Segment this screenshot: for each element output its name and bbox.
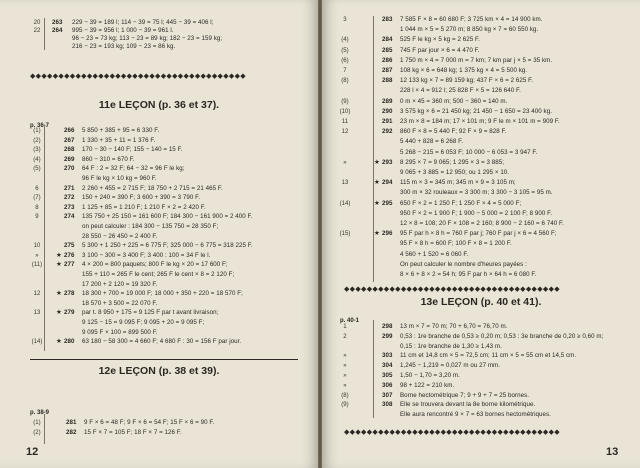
exercise-ref: (6) (341, 57, 349, 64)
problem-number: 271 (64, 184, 75, 192)
solution-text: 23 m × 8 = 184 m; 17 × 101 m; 9 F le m × 101 m = 909 F. (400, 118, 560, 125)
solution-line (0, 155, 318, 165)
page-number-left: 12 (26, 446, 39, 458)
solution-text: 300 m × 32 rouleaux = 3 300 m; 3 300 − 3 105 = 95 m. (400, 189, 553, 197)
lesson-11-page-ref: p. 36-7 (30, 123, 50, 129)
problem-number: 290 (382, 107, 393, 115)
problem-number: 281 (66, 419, 77, 426)
problem-number: 280 (64, 338, 75, 346)
problem-number: 303 (382, 352, 393, 360)
solution-text: 860 F × 8 = 5 440 F; 92 F × 9 = 828 F. (400, 128, 507, 136)
solution-line (0, 145, 318, 155)
solution-text: on peut calculer : 184 300 − 135 750 = 28 350 F; (82, 223, 219, 230)
solution-line (322, 178, 640, 188)
solution-text: 15 F × 7 = 105 F; 18 F × 7 = 126 F. (84, 429, 182, 436)
solution-text: 745 F par jour × 6 = 4 470 F. (400, 46, 480, 54)
problem-number: 294 (382, 179, 393, 187)
exercise-ref: (11) (31, 262, 43, 269)
solution-text: 995 − 39 = 956 l; 1 000 − 39 = 961 l. (72, 27, 174, 34)
solution-line (0, 193, 318, 203)
solution-line (322, 25, 640, 35)
exercise-ref: (8) (341, 78, 349, 85)
solution-line (0, 222, 318, 232)
solution-line (0, 280, 318, 290)
lesson-11-title: 11e LEÇON (p. 36 et 37). (98, 99, 220, 111)
solution-text: 170 − 30 − 140 F; 155 − 140 = 15 F. (82, 146, 183, 154)
problem-number: 264 (52, 27, 63, 34)
exercise-ref: » (343, 382, 347, 389)
solution-line (0, 328, 318, 338)
exercise-ref: 9 (35, 214, 39, 221)
problem-number: 285 (382, 46, 393, 54)
solution-line (0, 136, 318, 146)
solution-text: Borne hectométrique 7; 9 + 9 + 7 = 25 bornes. (400, 391, 530, 399)
exercise-ref: 12 (33, 291, 41, 298)
solution-line (0, 337, 318, 347)
solution-text: 3 100 − 300 = 3 400 F; 3 400 : 100 = 34 F le l. (82, 251, 211, 259)
exercise-ref: (2) (33, 430, 41, 436)
problem-number: 292 (382, 128, 393, 136)
solution-line (0, 174, 318, 184)
solution-line (322, 219, 640, 229)
diamond-separator: ◆◆◆◆◆◆◆◆◆◆◆◆◆◆◆◆◆◆◆◆◆◆◆◆◆◆◆◆◆◆◆◆◆◆◆◆◆◆ (344, 429, 560, 436)
problem-number: 298 (382, 323, 393, 330)
solution-line (0, 164, 318, 174)
exercise-ref: (4) (341, 37, 349, 44)
problem-number: 305 (382, 372, 393, 379)
exercise-ref: 3 (343, 17, 347, 23)
solution-text: 64 F : 2 = 32 F; 64 − 32 = 96 F le kg; (82, 165, 185, 173)
exercise-ref: 2 (343, 333, 347, 340)
solution-text: 8 × 6 + 8 × 2 = 54 h; 95 F par h × 64 h = 6 080 F. (400, 271, 537, 278)
solution-text: 1,50 − 1,70 = 3,20 m. (400, 372, 460, 379)
solution-line (322, 107, 640, 117)
solution-text: 4 560 + 1 520 = 6 060 F. (400, 250, 469, 258)
solution-line (322, 410, 640, 420)
solution-line (322, 168, 640, 178)
star-icon: ★ (374, 230, 380, 238)
star-icon: ★ (56, 309, 62, 317)
solution-text: 1 330 + 35 + 11 = 1 376 F. (82, 136, 156, 144)
problem-number: 306 (382, 381, 393, 389)
problem-number: 274 (64, 213, 75, 221)
problem-number: 267 (64, 136, 75, 144)
solution-line (322, 46, 640, 56)
problem-number: 307 (382, 391, 393, 399)
right-page (322, 0, 640, 468)
solution-line (322, 270, 640, 280)
problem-number: 283 (382, 16, 393, 23)
solution-text: Elle aura rencontré 9 × 7 = 63 bornes hectométriques. (400, 411, 551, 419)
solution-text: 0,53 : 1re branche de 0,53 ≥ 0,20 m; 0,53 : 3e branche de 0,20 ≥ 0,60 m; (400, 332, 604, 340)
problem-number: 279 (64, 309, 75, 317)
star-icon: ★ (56, 290, 62, 298)
solution-line (322, 260, 640, 270)
solution-line (0, 42, 318, 52)
solution-text: 5 850 + 385 + 95 = 6 330 F. (82, 127, 160, 134)
solution-text: 150 + 240 = 390 F; 3 600 + 390 = 3 790 F. (82, 194, 200, 202)
solution-line (322, 381, 640, 391)
problem-number: 299 (382, 332, 393, 340)
exercise-ref: 1 (343, 324, 347, 330)
solution-text: 1 044 m × 5 = 5 270 m; 8 850 kg × 7 = 60 550 kg. (400, 26, 539, 34)
problem-number: 287 (382, 67, 393, 74)
problem-number: 272 (64, 194, 75, 202)
solution-line (322, 342, 640, 352)
solution-line (322, 209, 640, 219)
problem-number: 286 (382, 56, 393, 64)
problem-number: 289 (382, 97, 393, 105)
problem-number: 266 (64, 127, 75, 134)
solution-text: 0,15 : 1re branche de 1,30 ≥ 1,43 m. (400, 342, 502, 350)
solution-line (322, 239, 640, 249)
solution-line (0, 270, 318, 280)
solution-line (0, 251, 318, 261)
exercise-ref: (14) (31, 339, 43, 346)
exercise-ref: (5) (33, 166, 41, 173)
solution-text: 17 200 + 2 120 = 19 320 F. (82, 280, 158, 288)
star-icon: ★ (374, 179, 380, 187)
solution-line (322, 117, 640, 127)
solution-text: 5 300 + 1 250 + 225 = 6 775 F; 325 000 − 6 775 = 318 225 F. (82, 242, 253, 250)
problem-number: 308 (382, 401, 393, 409)
problem-number: 270 (64, 165, 75, 173)
solution-line (0, 418, 318, 428)
solution-text: 9 095 F × 100 = 899 500 F. (82, 328, 158, 336)
solution-line (0, 308, 318, 318)
solution-line (322, 158, 640, 168)
solution-line (0, 428, 318, 438)
exercise-ref: » (343, 353, 347, 360)
solution-text: 18 300 + 700 = 19 000 F; 18 000 + 350 + 220 = 18 570 F; (82, 290, 243, 298)
problem-number: 296 (382, 230, 393, 238)
problem-number: 282 (66, 429, 77, 436)
exercise-ref: » (343, 363, 347, 370)
solution-text: 115 m × 3 = 345 m; 345 m × 9 = 3 105 m; (400, 179, 516, 187)
solution-text: 650 F × 2 = 1 250 F; 1 250 F × 4 = 5 000 F; (400, 199, 522, 207)
solution-text: 7 585 F × 8 = 60 680 F; 3 725 km × 4 = 14 900 km. (400, 16, 543, 23)
solution-line (322, 361, 640, 371)
solution-line (322, 66, 640, 76)
problem-number: 276 (64, 251, 75, 259)
exercise-ref: (14) (339, 200, 351, 207)
solution-line (322, 56, 640, 66)
problem-number: 263 (52, 19, 63, 26)
solution-text: 1 750 m × 4 = 7 000 m = 7 km; 7 km par j × 5 = 35 km. (400, 56, 553, 64)
solution-text: 9 065 + 3 885 = 12 950; ou 1 295 × 10. (400, 169, 510, 176)
solution-line (322, 35, 640, 45)
solution-line (322, 199, 640, 209)
solution-line (322, 322, 640, 332)
solution-text: par t. 8 950 + 175 = 9 125 F par t avant livraison; (82, 309, 219, 317)
exercise-ref: (3) (33, 147, 41, 154)
lesson-13-title: 13e LEÇON (p. 40 et 41). (420, 296, 542, 308)
diamond-separator: ◆◆◆◆◆◆◆◆◆◆◆◆◆◆◆◆◆◆◆◆◆◆◆◆◆◆◆◆◆◆◆◆◆◆◆◆◆◆ (30, 73, 246, 80)
problem-number: 275 (64, 242, 75, 250)
exercise-ref: (7) (33, 195, 41, 202)
exercise-ref: (8) (341, 392, 349, 399)
exercise-ref: (10) (339, 108, 351, 115)
solution-text: 216 − 23 = 193 kg; 109 − 23 = 86 kg. (72, 43, 176, 50)
exercise-ref: (1) (33, 128, 41, 134)
problem-number: 304 (382, 362, 393, 370)
solution-line (322, 86, 640, 96)
solution-text: 63 180 − 58 300 = 4 660 F; 4 680 F : 30 = 156 F par jour. (82, 338, 242, 346)
problem-number: 273 (64, 203, 75, 211)
problem-number: 291 (382, 118, 393, 125)
solution-text: 5 268 − 215 = 6 053 F; 10 000 − 6 053 = 3 947 F. (400, 148, 538, 156)
solution-text: 11 cm et 14,8 cm × 5 = 72,5 cm; 11 cm × 5 = 55 cm et 14,5 cm. (400, 352, 577, 360)
exercise-ref: 20 (33, 20, 41, 26)
solution-text: 96 − 23 = 73 kg; 113 − 23 = 89 kg; 182 − 23 = 159 kg; (72, 35, 223, 42)
problem-number: 268 (64, 146, 75, 154)
exercise-ref: 8 (35, 204, 39, 211)
exercise-ref: (2) (33, 137, 41, 144)
solution-text: 1,245 − 1,219 = 0,027 m ou 27 mm. (400, 362, 501, 370)
solution-line (322, 229, 640, 239)
exercise-ref: (4) (33, 156, 41, 163)
solution-text: 95 F × 8 h = 600 F; 100 F × 8 = 1 200 F. (400, 240, 512, 248)
problem-number: 295 (382, 199, 393, 207)
star-icon: ★ (56, 261, 62, 269)
solution-line (0, 241, 318, 251)
exercise-ref: (9) (341, 98, 349, 105)
exercise-ref: 13 (33, 310, 41, 317)
problem-number: 277 (64, 261, 75, 269)
exercise-ref: 12 (341, 129, 349, 136)
solution-line (322, 332, 640, 342)
solution-text: 4 × 200 = 800 paquets; 800 F le kg × 20 = 17 600 F; (82, 261, 228, 269)
exercise-ref: 10 (33, 243, 41, 250)
solution-text: 12 133 kg × 7 = 89 159 kg; 437 F × 6 = 2 625 F. (400, 77, 534, 85)
exercise-ref: » (343, 159, 347, 166)
solution-text: 860 − 310 = 670 F. (82, 155, 135, 163)
lesson-12-page-ref: p. 38-9 (30, 410, 50, 416)
solution-line (322, 371, 640, 381)
solution-text: 108 kg × 6 = 648 kg; 1 375 kg × 4 = 5 500 kg. (400, 67, 528, 74)
star-icon: ★ (56, 338, 62, 346)
solution-text: 2 260 + 455 = 2 715 F; 18 750 + 2 715 = 21 465 F. (82, 184, 223, 192)
solution-line (322, 137, 640, 147)
exercise-ref: (5) (341, 47, 349, 54)
solution-text: 135 750 + 25 150 = 161 600 F; 184 300 − 161 900 = 2 400 F. (82, 213, 253, 221)
solution-text: 228 l × 4 = 912 l; 25 828 F × 5 = 126 640 F. (400, 87, 521, 95)
exercise-ref: (1) (33, 420, 41, 426)
problem-number: 278 (64, 290, 75, 298)
exercise-ref: 6 (35, 185, 39, 192)
solution-text: 3 575 kg × 6 = 21 450 kg; 21 450 − 1 650 = 23 400 kg. (400, 107, 552, 115)
solution-line (322, 76, 640, 86)
solution-line (0, 289, 318, 299)
star-icon: ★ (374, 199, 380, 207)
solution-text: 950 F × 2 = 1 900 F; 1 900 − 5 000 = 2 100 F; 8 900 F. (400, 209, 552, 217)
exercise-ref: 7 (343, 68, 347, 74)
solution-line (0, 126, 318, 136)
solution-line (0, 203, 318, 213)
solution-text: 13 m × 7 = 70 m; 70 + 6,70 = 76,70 m. (400, 323, 508, 330)
solution-text: 5 440 + 828 = 6 268 F. (400, 138, 464, 146)
solution-text: 229 − 39 = 189 l; 114 − 39 = 75 l; 445 − 39 = 406 l; (72, 19, 214, 26)
solution-text: 8 295 × 7 = 9 065; 1 295 × 3 = 3 885; (400, 158, 505, 166)
solution-line (0, 232, 318, 242)
solution-line (0, 212, 318, 222)
solution-text: 98 + 122 = 210 km. (400, 381, 455, 389)
solution-line (0, 318, 318, 328)
solution-text: 9 F × 6 = 48 F; 9 F × 6 = 54 F; 15 F × 6 = 90 F. (84, 419, 215, 426)
solution-text: Elle se trouvera devant la 8e borne kilométrique. (400, 401, 536, 409)
solution-text: 12 × 8 = 108; 20 F × 108 = 2 160; 8 900 − 2 160 = 6 740 F. (400, 220, 564, 227)
left-page (0, 0, 318, 468)
solution-line (322, 250, 640, 260)
solution-text: On peut calculer le nombre d'heures payées : (400, 260, 527, 268)
solution-line (322, 391, 640, 401)
exercise-ref: (9) (341, 402, 349, 409)
exercise-ref: » (35, 252, 39, 259)
solution-text: 0 m × 45 = 360 m; 500 − 360 = 140 m. (400, 97, 508, 105)
page-number-right: 13 (606, 446, 619, 458)
star-icon: ★ (56, 251, 62, 259)
solution-text: 1 125 + 85 = 1 210 F; 1 210 F × 2 = 2 420 F. (82, 203, 206, 211)
lesson-13-page-ref: p. 40-1 (340, 318, 360, 324)
problem-number: 288 (382, 77, 393, 85)
solution-text: 18 570 + 3 500 = 22 070 F. (82, 299, 158, 307)
solution-line (322, 148, 640, 158)
solution-text: 525 F le kg × 5 kg = 2 625 F. (400, 36, 480, 44)
lesson-12-title: 12e LEÇON (p. 38 et 39). (98, 365, 220, 377)
solution-line (0, 260, 318, 270)
solution-line (0, 184, 318, 194)
solution-line (322, 15, 640, 25)
solution-line (322, 127, 640, 137)
solution-line (322, 188, 640, 198)
solution-line (322, 97, 640, 107)
exercise-ref: 13 (341, 180, 349, 187)
solution-text: 9 125 − 15 = 9 095 F; 9 095 + 20 = 9 095 F; (82, 319, 205, 326)
solution-line (322, 351, 640, 361)
exercise-ref: (15) (339, 231, 351, 238)
problem-number: 269 (64, 155, 75, 163)
solution-text: 96 F le kg × 10 kg = 960 F. (82, 175, 157, 182)
solution-text: 155 + 110 = 265 F le cent; 265 F le cent × 8 = 2 120 F; (82, 271, 235, 278)
problem-number: 284 (382, 36, 393, 44)
solution-line (0, 299, 318, 309)
separator-line (30, 359, 298, 360)
exercise-ref: 11 (341, 119, 349, 125)
exercise-ref: 22 (33, 28, 41, 34)
star-icon: ★ (374, 158, 380, 166)
exercise-ref: » (343, 373, 347, 379)
solution-line (322, 400, 640, 410)
diamond-separator: ◆◆◆◆◆◆◆◆◆◆◆◆◆◆◆◆◆◆◆◆◆◆◆◆◆◆◆◆◆◆◆◆◆◆◆◆◆◆ (344, 286, 560, 293)
solution-text: 95 F par h × 8 h = 760 F par j; 760 F par j × 6 = 4 560 F; (400, 230, 557, 238)
solution-text: 28 550 − 26 450 = 2 400 F. (82, 232, 158, 240)
problem-number: 293 (382, 158, 393, 166)
